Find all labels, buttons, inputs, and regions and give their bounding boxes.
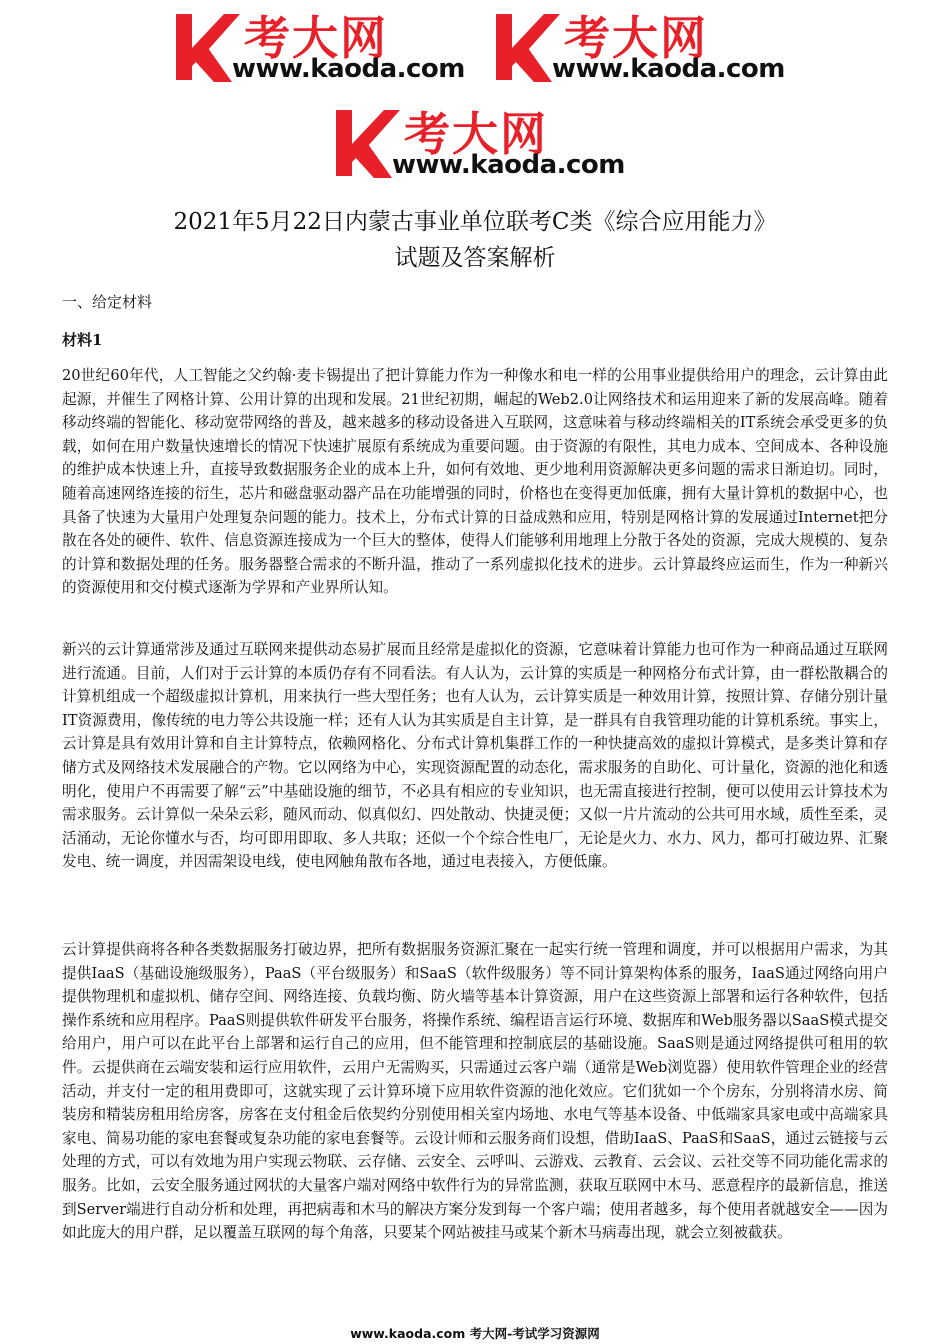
material-heading: 材料1 — [62, 331, 103, 349]
body-paragraph: 新兴的云计算通常涉及通过互联网来提供动态易扩展而且经常是虚拟化的资源，它意味着计算能力也可作为一种商品通过互联网进行流通。目前，人们对于云计算的本质仍存有不同看法。有人认为，云计算的实质是一种网格分布式计算，由一群松散耦合的计算机组成一个超级虚拟计算机，用来执行一些大型任务；也有人认为，云计算实质是一种效用计算，按照计算、存储分别计量IT资源费用，像传统的电力等公共设施一样；还有人认为其实质是自主计算，是一群具有自我管理功能的计算机系统。事实上，云计算是具有效用计算和自主计算特点，依赖网格化、分布式计算机集群工作的一种快捷高效的虚拟计算模式，是多类计算和存储方式及网络技术发展融合的产物。它以网络为中心，实现资源配置的动态化，需求服务的自助化、可计量化，资源的池化和透明化，使用户不再需要了解“云”中基础设施的细节，不必具有相应的专业知识，也无需直接进行控制，便可以使用云计算技术为需求服务。云计算似一朵朵云彩，随风而动、似真似幻、四处散动、快捷灵便；又似一片片流动的公共可用水域，质性至柔，灵活涌动，无论你懂水与否，均可即用即取、多人共取；还似一个个综合性电厂，无论是火力、水力、风力，都可打破边界、汇聚发电、统一调度，并因需架设电线，使电网触角散布各地，通过电表接入，方便低廉。 — [62, 641, 888, 871]
document-subtitle: 试题及答案解析 — [394, 245, 556, 271]
kaoda-logo — [332, 104, 652, 186]
logo-url-text: www.kaoda.com — [392, 150, 625, 180]
page-footer: www.kaoda.com 考大网-考试学习资源网 — [350, 1326, 600, 1341]
logo-url-text: www.kaoda.com — [552, 54, 785, 84]
body-paragraph: 云计算提供商将各种各类数据服务打破边界，把所有数据服务资源汇聚在一起实行统一管理和调度，并可以根据用户需求，为其提供IaaS（基础设施级服务），PaaS（平台级服务）和SaaS（软件级服务）等不同计算架构体系的服务，IaaS通过网络向用户提供物理机和虚拟机、储存空间、网络连接、负载均衡、防火墙等基本计算资源，用户在这些资源上部署和运行各种软件，包括操作系统和应用程序。PaaS则提供软件研发平台服务，将操作系统、编程语言运行环境、数据库和Web服务器以SaaS模式提交给用户，用户可以在此平台上部署和运行自己的应用，但不能管理和控制底层的基础设施。SaaS则是通过网络提供可租用的软件。云提供商在云端安装和运行应用软件，云用户无需购买，只需通过云客户端（通常是Web浏览器）使用软件管理企业的经营活动，并支付一定的租用费即可，这就实现了云计算环境下应用软件资源的池化效应。它们犹如一个个房东，分别将清水房、简装房和精装房租用给房客，房客在支付租金后依契约分别使用相关室内场地、水电气等基本设备、中低端家具家电或中高端家具家电、简易功能的家电套餐或复杂功能的家电套餐等。云设计师和云服务商们设想，借助IaaS、PaaS和SaaS，通过云链接与云处理的方式，可以有效地为用户实现云物联、云存储、云安全、云呼叫、云游戏、云教育、云会议、云社交等不同功能化需求的服务。比如，云安全服务通过网状的大量客户端对网络中软件行为的异常监测，获取互联网中木马、恶意程序的最新信息，推送到Server端进行自动分析和处理，再把病毒和木马的解决方案分发到每一个客户端；使用者越多，每个使用者就越安全——因为如此庞大的用户群，足以覆盖互联网的每个角落，只要某个网站被挂马或某个新木马病毒出现，就会立刻被截获。 — [62, 941, 888, 1242]
logo-url-text: www.kaoda.com — [232, 54, 465, 84]
logo-brand-text: 考大网 — [404, 107, 548, 161]
body-paragraph: 20世纪60年代，人工智能之父约翰·麦卡锡提出了把计算能力作为一种像水和电一样的公用事业提供给用户的理念，云计算由此起源，并催生了网格计算、公用计算的出现和发展。21世纪初期，崛起的Web2.0让网络技术和运用迎来了新的发展高峰。随着移动终端的智能化、移动宽带网络的普及，越来越多的移动设备进入互联网，这意味着与移动终端相关的IT系统会承受更多的负载，如何在用户数量快速增长的情况下快速扩展原有系统成为重要问题。由于资源的有限性，其电力成本、空间成本、各种设施的维护成本快速上升，直接导致数据服务企业的成本上升，如何有效地、更少地利用资源解决更多问题的需求日渐迫切。同时，随着高速网络连接的衍生，芯片和磁盘驱动器产品在功能增强的同时，价格也在变得更加低廉，拥有大量计算机的数据中心，也具备了快速为大量用户处理复杂问题的能力。技术上，分布式计算的日益成熟和应用，特别是网格计算的发展通过Internet把分散在各处的硬件、软件、信息资源连接成为一个巨大的整体，使得人们能够利用地理上分散于各处的资源，完成大规模的、复杂的计算和数据处理的任务。服务器整合需求的不断升温，推动了一系列虚拟化技术的进步。云计算最终应运而生，作为一种新兴的资源使用和交付模式逐渐为学界和产业界所认知。 — [62, 367, 888, 597]
kaoda-logo — [492, 8, 812, 90]
logo-brand-text: 考大网 — [244, 11, 388, 65]
section-heading: 一、给定材料 — [62, 293, 153, 311]
kaoda-logo — [172, 8, 492, 90]
logo-brand-text: 考大网 — [564, 11, 708, 65]
document-title: 2021年5月22日内蒙古事业单位联考C类《综合应用能力》 — [173, 209, 777, 235]
